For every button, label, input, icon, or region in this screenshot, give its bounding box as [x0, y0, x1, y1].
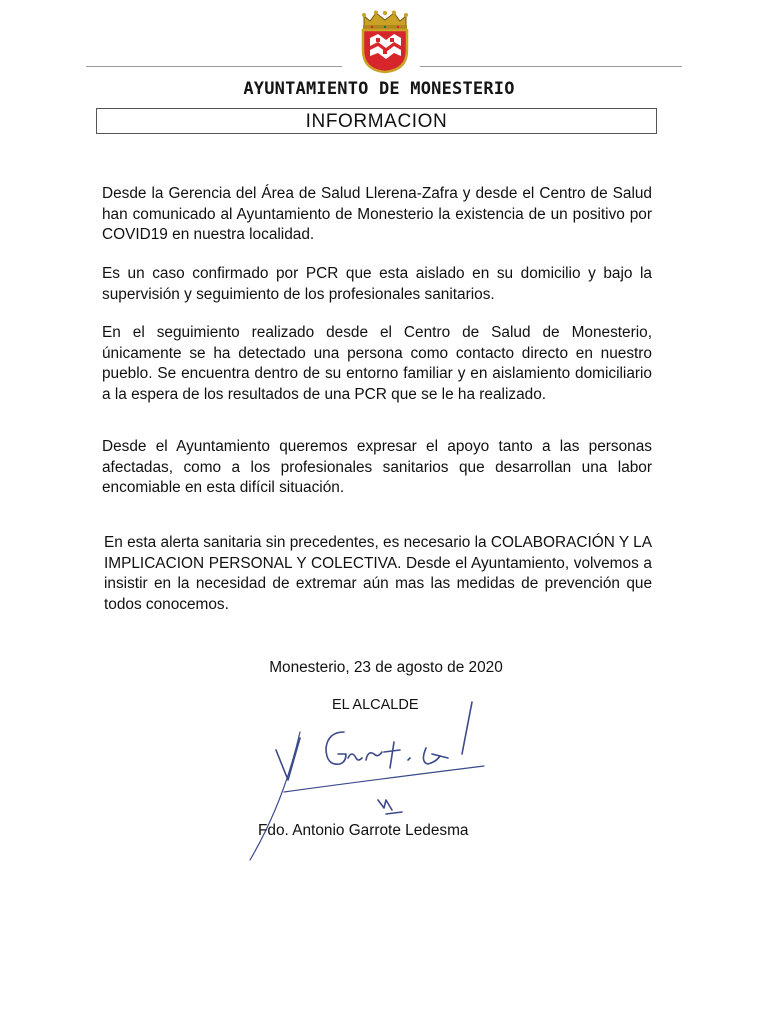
municipal-coat-of-arms-icon [356, 10, 414, 74]
body-paragraph: En el seguimiento realizado desde el Centro de Salud de Monesterio, únicamente se ha detectado una persona como contacto directo en nuestro pueblo. Se encuentra dentro de su entorno familiar y en aislamiento domiciliario a la espera de los resultados de una PCR que se le ha realizado. [102, 324, 652, 403]
signer-name: Fdo. Antonio Garrote Ledesma [258, 822, 469, 839]
handwritten-signature-icon [236, 692, 496, 872]
body-paragraph: Desde el Ayuntamiento queremos expresar el apoyo tanto a las personas afectadas, como a los profesionales sanitarios que desarrollan una labor encomiable en esta difícil situación. [102, 438, 652, 496]
body-paragraph: Es un caso confirmado por PCR que esta aislado en su domicilio y bajo la supervisión y seguimiento de los profesionales sanitarios. [102, 265, 652, 303]
body-paragraph: En esta alerta sanitaria sin precedentes, es necesario la COLABORACIÓN Y LA IMPLICACION PERSONAL Y COLECTIVA. Desde el Ayuntamiento, volvemos a insistir en la necesidad de extremar aún mas las medidas de prevención que todos conocemos. [104, 534, 652, 613]
header-rule-left [86, 66, 342, 67]
municipality-title: AYUNTAMIENTO DE MONESTERIO [243, 79, 515, 99]
signer-role: EL ALCALDE [332, 697, 419, 713]
place-and-date: Monesterio, 23 de agosto de 2020 [269, 659, 503, 676]
section-title-box: INFORMACION [96, 108, 657, 134]
body-paragraph: Desde la Gerencia del Área de Salud Llerena-Zafra y desde el Centro de Salud han comunicado al Ayuntamiento de Monesterio la existencia de un positivo por COVID19 en nuestra localidad. [102, 185, 652, 243]
header-rule-right [420, 66, 682, 67]
